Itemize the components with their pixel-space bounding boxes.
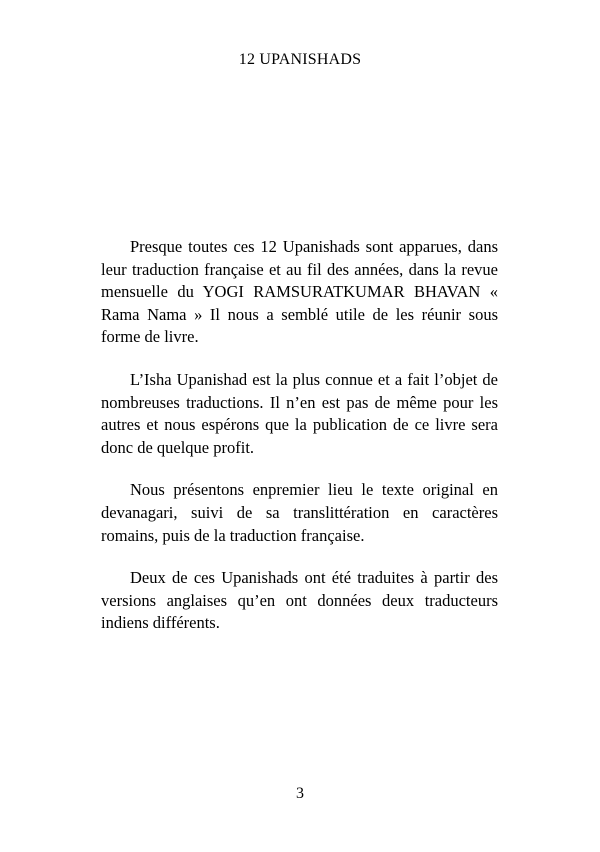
body-text (101, 236, 498, 655)
paragraph-isha: L’Isha Upanishad est la plus connue et a fait l’objet de nombreuses traductions. Il n’en est pas de même pour les autres et nous espérons que la publication de ce livre sera donc de quelque profit. (101, 369, 498, 457)
page-number: 3 (296, 785, 304, 802)
paragraph-translations: Deux de ces Upanishads ont été traduites à partir des versions anglaises qu’en ont données deux traducteurs indiens différents. (101, 568, 498, 633)
paragraph-presentation: Nous présentons enpremier lieu le texte original en devanagari, suivi de sa translittération en caractères romains, puis de la traduction française. (101, 480, 498, 545)
running-header-title: 12 UPANISHADS (238, 51, 362, 68)
paragraph-intro: Presque toutes ces 12 Upanishads sont apparues, dans leur traduction française et au fil des années, dans la revue mensuelle du YOGI RAMSURATKUMAR BHAVAN « Rama Nama » Il nous a semblé utile de les réunir sous forme de livre. (101, 237, 498, 347)
